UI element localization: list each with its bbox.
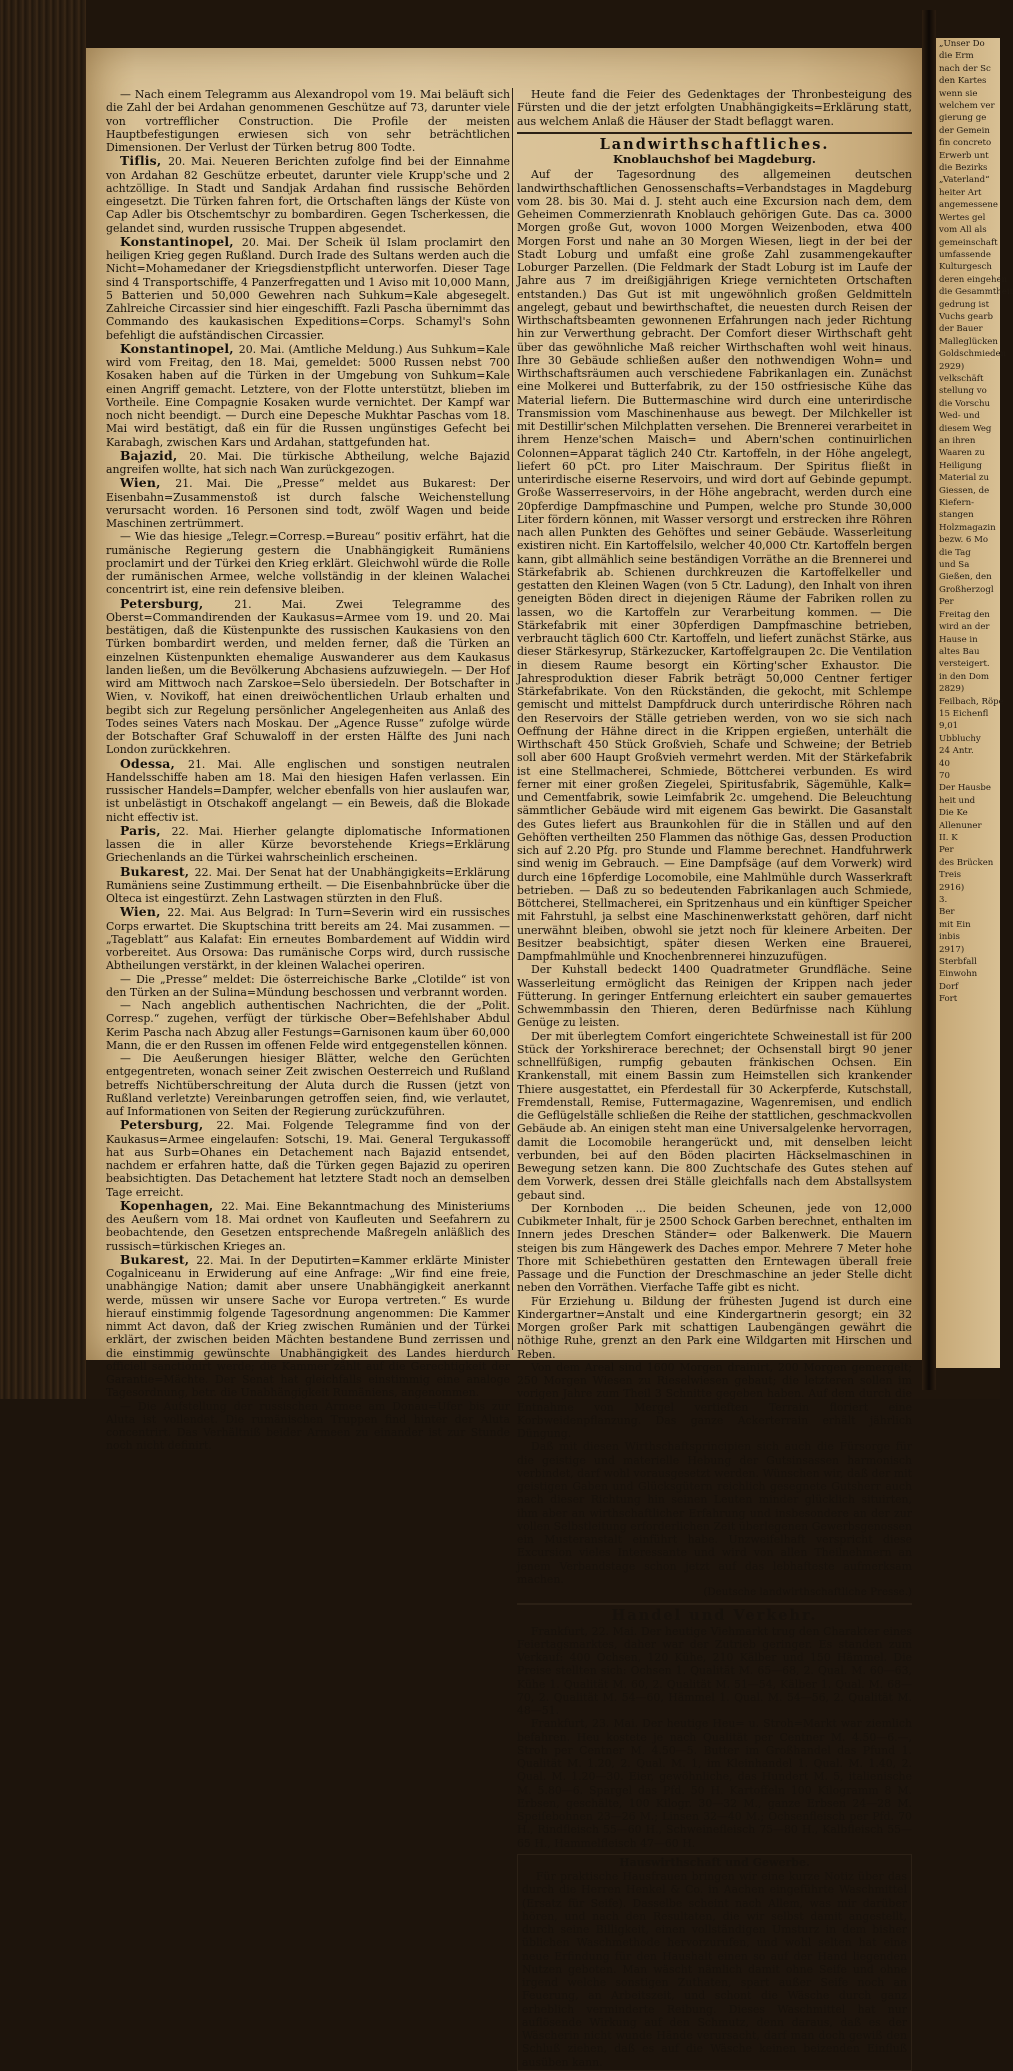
fragment-line: II. K (939, 833, 958, 843)
fragment-line: gedrung ist (939, 299, 990, 310)
fragment-line: 3. (939, 895, 948, 906)
news-item (106, 154, 510, 235)
fragment-line: den Kartes (939, 76, 987, 87)
fragment-line: der Gemein (939, 125, 990, 136)
fragment-line: wird an der (939, 622, 990, 633)
news-dateline: Bukarest, (120, 1251, 197, 1267)
paragraph: Für Erziehung u. Bildung der frühesten Jugend ist durch eine Kindergartner=Anstalt und eine Kindergartnerin gesorgt; ein 32 Morgen großer Park mit schattigen Laubengängen gewährt die nöthige Ruhe, grenzt an den Park eine Wildgarten mit Hirschen und Reben. (517, 1294, 912, 1361)
fragment-line: Wertes gel (939, 212, 986, 223)
news-item (106, 1253, 510, 1400)
fragment-line: Vuchs gearb (939, 311, 994, 322)
news-item (106, 530, 510, 596)
fragment-line: Holzmagazin (939, 522, 996, 533)
news-text: 22. Mai. Hierher gelangte diplomatische Informationen lassen die in aller Kürze bevorstehende Kriegs=Erklärung Griechenlands an die Türkei wahrscheinlich erscheinen. (106, 824, 510, 865)
fragment-line: 9,01 (939, 721, 959, 732)
section-source: (Deutsche landwirthschaftliche Presse.) (703, 1586, 912, 1598)
fragment-line: Sterbfall (939, 957, 977, 968)
fragment-line: velkschäft (939, 373, 984, 384)
fragment-line: 15 Eichenfl (939, 708, 989, 719)
fragment-line: Ber (939, 907, 955, 918)
news-text: 22. Mai. Der Senat hat der Unabhängigkeits=Erklärung Rumäniens seine Zustimmung ertheilt. — Die Eisenbahnbrücke über die Olteca ist eingestürzt. Zehn Lastwagen stürzten in den Fluß. (106, 865, 510, 905)
news-item (106, 999, 510, 1052)
fragment-line: 2829) (939, 684, 965, 695)
paragraph: Der Kuhstall bedeckt 1400 Quadratmeter Grundfläche. Seine Wasserleitung ermöglicht das Reinigen der Krippen nach jeder Fütterung. In geringer Entfernung erleichtert ein sauber gemauertes Schwemmbassin den Thieren, deren Bedürfnisse nach Kühlung Genüge zu leisten. (517, 963, 912, 1030)
news-item (106, 865, 510, 906)
left-column (106, 88, 511, 1453)
news-text: 22. Mai. Folgende Telegramme find von der Kaukasus=Armee eingelaufen: Sotschi, 19. Mai. General Tergukassoff hat aus Surb=Ohanes ein Detachement nach Bajazid entsendet, nachdem er erfahren hatte, daß die Türken gegen Bajazid zu operiren beabsichtigten. Das Detachement hat letztere Stadt noch an demselben Tage erreicht. (106, 1119, 511, 1199)
news-text: — Die Aufstellung der russischen Armee am Donau=Ufer bis zur Aluta ist vollendet. Die rumänischen Truppen find hinter der Aluta concentrirt. Das Verhältniß beider Armeen zu einander ist zur Stunde noch nicht definirt. (106, 1399, 510, 1453)
news-item (106, 235, 510, 342)
news-text: — Die „Presse“ meldet: Die österreichische Barke „Clotilde“ ist von den Türken an der Sulina=Mündung beschossen und verbrannt worden. (106, 972, 510, 999)
news-dateline: Petersburg, (120, 595, 235, 611)
news-item (106, 476, 510, 530)
news-text: 22. Mai. In der Deputirten=Kammer erklärte Minister Cogalniceanu in Erwiderung auf eine Anfrage: „Wir find eine freie, unabhängige Nation; damit aber unsere Unabhängigkeit anerkannt werde, müssen wir unsere Sache vor Europa vertreten.“ Es wurde hierauf einstimmig folgende Tagesordnung angenommen: Die Kammer nimmt Act davon, daß der Krieg zwischen Rumänien und der Türkei erklärt, der zwischen beiden Mächten bestandene Bund zerrissen und die einstimmig gewünschte Unabhängigkeit des Landes hierdurch officiell sanctionirt werde; die Kammer zählt auf die Gerechtigkeit der Garantie=Mächte. Der Senat hat gleichfalls einstimmig eine analoge Tagesordnung, betr. die Unabhängigkeit Rumäniens, angenommen. (106, 1253, 510, 1400)
paragraph: Daß mit diesen Wirthschaftsprincipien sich auch die Fürsorge für die geistige und materielle Hebung der Gutsinsassen harmonisch verbindet, darf wohl vorausgesetzt werden. Wünschen wir, daß der mit geistigen Gaben und Glücksgütern reichlich gesegnete Gutsherr auch nach dieser Richtung hin seinen Leuten minder glücklich situirten, ihm aber an wirthschaftlicher Erfahrung und insbesondere an der zur vollen Selbstleitung erforderlichen Zeit überlegenen Gewerbsgenossen ein Musteranstalt einführt habe. Unzweifelhaft verspricht diese Excursion vieles Interessante und wird von allen Theilnehmern an jenem Verbandstage schon jetzt auf das lebhafteste aufmerksam machen. (517, 1440, 912, 1586)
fragment-line: heit und (939, 795, 976, 806)
fragment-line: Malleglücken (939, 336, 998, 347)
fragment-line: Erwerb unt (939, 150, 989, 161)
news-item (106, 757, 510, 824)
news-dateline: Konstantinopel, (120, 233, 242, 249)
column-divider (512, 88, 513, 1350)
fragment-line: Gießen, den (939, 572, 992, 583)
hauswirthschaft-text: Für praktische Hausfrauen bringen wir eine kurze Notiz über das durch die Herren Henkel & Co. in Aachen eingeführte Waschmittel (Ersatz für Seife). Dasselbe scheint nach Allem, was mir darüber hören, und nach den Resultaten, die wir selbst damit angestellt, durch seine Billigkeit, einen vollständigen Umsturz in dem bisher üblichen Waschmethode hervorzurufen, und wohl selten hat eine neue Erfindung für den Haushalt einen so auf der Hand liegenden Nutzen geboten. Man wäscht nämlich damit ohne Seife und ohne irgend welche sonstigen Zuthaten, spart außer Seife noch an Feuerung, an Arbeitszeit, und schont die Wäsche durch ganz erheblich verminderte Reibung. Dieses Waschmittel hat nur auflösende Wirkung auf den Schmutz, denn daraus, daß es der Wäscherin nicht wunde Hände verursacht, darf man doch gewiß den Schluß ziehen, daß es auf die Wäsche keinen beizenden Einfluß ausüben kann. (522, 1870, 907, 2069)
fragment-line: welchem ver (939, 101, 995, 112)
news-dateline: Tiflis, (120, 153, 169, 169)
intro-paragraph: Heute fand die Feier des Gedenktages der Thronbesteigung des Fürsten und die der jetzt erfolgten Unabhängigkeits=Erklärung statt, aus welchem Anlaß die Häuser der Stadt beflaggt waren. (517, 88, 912, 128)
section-handel-body (517, 1625, 912, 1850)
fragment-line: die Erm (939, 51, 974, 62)
paragraph: Der Kornboden ... Die beiden Scheunen, jede von 12,000 Cubikmeter Inhalt, für je 2500 Schock Garben berechnet, enthalten im Innern jedes Dreschen Ständer= oder Balkenwerk. Die Mauern steigen bis zum Hängewerk des Daches empor. Mehrere 7 Meter hohe Thore mit Schiebethüren gestatten den Erntewagen überall freie Passage und die Function der Dreschmaschine an jeder Stelle dicht neben den Vorräthen. Vierfache Taffe gibt es nicht. (517, 1201, 912, 1295)
fragment-line: Dorf (939, 981, 959, 992)
paragraph: Auf der Tagesordnung des allgemeinen deutschen landwirthschaftlichen Genossenschafts=Verbandstages in Magdeburg vom 28. bis 30. Mai d. J. steht auch eine Excursion nach dem, dem Geheimen Commerzienrath Knoblauch gehörigen Gute. Das ca. 3000 Morgen große Gut, wovon 1000 Morgen Weizenboden, etwa 400 Morgen Forst und nahe an 30 Morgen Wiesen, liegt in der bei der Stadt Loburg und umfaßt eine große Zahl zusammengekaufter Loburger Parzellen. (Die Feldmark der Stadt Loburg ist im Laufe der Jahre aus 7 im dreißigjährigen Kriege vernichteten Ortschaften entstanden.) Das Gut ist mit ungewöhnlich großen Geldmitteln angelegt, gebaut und bewirthschaftet, die neuesten durch Reisen der Wirthschaftsbeamten gewonnenen Erfahrungen nach jeder Richtung hin zur Verwerthung gebracht. Der Comfort dieser Wirthschaft geht über das gewöhnliche Maß reicher Wirthschaften wohl weit hinaus. Ihre 30 Gebäude schließen außer den nothwendigen Wohn= und Wirthschaftsräumen auch verschiedene Fabrikanlagen ein. Zunächst eine Molkerei und Butterfabrik, zu der 150 ostfriesische Kühe das Material liefern. Die Buttermaschine wird durch eine unterirdische Transmission vom Maschinenhause aus bewegt. Der Milchkeller ist mit Destillir'schen Milchplatten versehen. Die Brennerei verarbeitet in ihrem Henze'schen Maisch= und Abern'schen continuirlichen Colonnen=Apparat täglich 240 Ctr. Kartoffeln, in der Höhe angelegt, liefert 60 pCt. pro Liter Maischraum. Der Spiritus fließt in unterirdische eiserne Reservoirs, und wird dort auf Gebinde gepumpt. Große Wasserreservoirs, in der Höhe angebracht, werden durch eine 20pferdige Dampfmaschine und Pumpen, welche pro Stunde 30,000 Liter fördern können, mit Wasser versorgt und erstrecken ihre Röhren nach allen Punkten des Gehöftes und seiner Gebäude. Wasserleitung existiren nicht. Ein Kartoffelsilo, welcher 40,000 Ctr. Kartoffeln bergen kann, gibt allmählich seine beständigen Vorräthe an die Brennerei und Stärkefabrik ab. Schienen durchkreuzen die Kartoffelkeller und gestatten den Kleinen Wagen (von 5 Ctr. Ladung), den Inhalt von ihren geneigten Böden direct in diejenigen Räume der Fabriken rollen zu lassen, wo die Kartoffeln zur Verarbeitung kommen. — Die Stärkefabrik mit einer 30pferdigen Dampfmaschine betrieben, verbraucht täglich 600 Ctr. Kartoffeln, und liefert zunächst Stärke, aus dieser Stärkesyrup, Stärkezucker, Kartoffelgraupen 2c. Die Ventilation in diesem Raume besorgt ein Körting'scher Exhaustor. Die Jahresproduktion dieser Fabrik beträgt 50,000 Centner fertiger Stärkefabrikate. Von den Rückständen, die gekocht, mit Schlempe gemischt und mittelst Dampfdruck durch unterirdische Röhren nach den Reservoirs der Ställe getrieben werden, von wo sie sich nach Oeffnung der Hähne direct in die Krippen ergießen, unterhält die Wirthschaft 450 Stück Großvieh, Schafe und Schweine; der Betrieb soll aber 600 Haupt Großvieh vermehrt werden. Mit der Stärkefabrik ist eine Stellmacherei, Schmiede, Böttcherei verbunden. Es wird ferner mit einer großen Ziegelei, Spiritusfabrik, Sägemühle, Kalk= und Cementfabrik, sowie Leimfabrik 2c. umgehend. Die Beleuchtung sämmtlicher Gebäude wird mit eigenem Gas bewirkt. Die Gasanstalt des Gutes liefert aus Braunkohlen für die in Ställen und auf den Gehöften vertheilten 250 Flammen das nöthige Gas, dessen Production sich auf 2.20 Pfg. pro Stunde und Flamme berechnet. Handfuhrwerk sind wenig im Gebrauch. — Eine Dampfsäge (auf dem Vorwerk) wird durch eine 16pferdige Locomobile, eine Mahlmühle durch Wasserkraft betrieben. — Daß zu so bedeutenden Fabrikanlagen auch Schmiede, Böttcherei, Stellmacherei, ein Spritzenhaus und ein künftiger Speicher mit Fahrstuhl, ja selbst eine Maschinenwerkstatt gehören, darf nicht unerwähnt bleiben, obwohl sie jetzt noch für kleinere Arbeiten. Der Besitzer beabsichtigt, später diesen Werken eine Brauerei, Dampfmahlmühle und Knochenbrennerei hinzuzufügen. (517, 168, 912, 963)
fragment-line: 70 (939, 770, 950, 781)
fragment-line: versteigert. (939, 659, 990, 670)
news-item (106, 597, 510, 757)
news-dateline: Wien, (120, 904, 168, 920)
book-gutter (922, 10, 936, 1390)
section-title-hauswirthschaft: Hauswirthschaft und Gewerbe. (619, 1855, 810, 1869)
fragment-line: Freitag den (939, 609, 990, 620)
news-text: 20. Mai. (Amtliche Meldung.) Aus Suhkum=Kale wird vom Freitag, den 18. Mai, gemeldet: 5000 Russen nebst 700 Kosaken haben auf die Türken in der Umgebung von Suhkum=Kale einen Angriff gemacht. Letztere, von der Flotte unterstützt, blieben im Vortheile. Eine Compagnie Kosaken wurde vernichtet. Der Kampf war noch nicht beendigt. — Durch eine Depesche Mukhtar Paschas vom 18. Mai wird bestätigt, daß ein für die Russen ungünstiges Gefecht bei Karabagh, zwischen Kars und Ardahan, stattgefunden hat. (106, 342, 510, 449)
fragment-line: mit Ein (939, 919, 971, 930)
fragment-line: „Unser Do (939, 39, 985, 49)
news-dateline: Konstantinopel, (120, 340, 239, 356)
fragment-line: 2916) (939, 882, 965, 893)
paragraph: Der mit überlegtem Comfort eingerichtete Schweinestall ist für 200 Stück der Yorkshirerace berechnet; der Ochsenstall birgt 90 jener schnellfüßigen, rumpfig gebauten fränkischen Ochsen. Ein Krankenstall, mit einem Bassin zum Heimstellen sich krankender Thiere ausgestattet, ein Pferdestall für 30 Ackerpferde, Kutschstall, Fremdenstall, Remise, Futtermagazine, Wagenremisen, und endlich die Geflügelställe schließen die Reihe der stattlichen, geschmackvollen Gebäude ab. An einigen steht man eine Universalgelenke hervorragen, damit die Locomobile herangerückt und, mit denselben leicht verbunden, bei auf den Böden placirten Häckselmaschinen in Bewegung setzen kann. Die 800 Zuchtschafe des Gutes stehen auf dem Vorwerk, dessen drei Ställe gleichfalls nach dem Abstallsystem gebaut sind. (517, 1029, 912, 1202)
fragment-line: und Sa (939, 560, 970, 571)
fragment-line: Heiligung (939, 460, 982, 471)
fragment-line: inbis (939, 932, 960, 943)
fragment-line: an ihren (939, 436, 976, 446)
fragment-line: Feilbach, Röpe (939, 696, 1004, 707)
fragment-line: Kiefern- (939, 498, 975, 509)
news-text: — Nach angeblich authentischen Nachrichten, die der „Polit. Corresp.“ zugehen, verfügt der türkische Ober=Befehlshaber Abdul Kerim Pascha nach Abzug aller Festungs=Garnisonen kaum über 60,000 Mann, die er den Russen im offenen Felde wird entgegenstellen können. (106, 999, 510, 1052)
news-item (106, 449, 510, 477)
news-text: 21. Mai. Die „Presse“ meldet aus Bukarest: Der Eisenbahn=Zusammenstoß ist durch falsche Weichenstellung verursacht worden. 16 Personen sind todt, zwölf Wagen und beide Maschinen zertrümmert. (106, 477, 510, 530)
fragment-line: Fort (939, 994, 958, 1005)
news-text: 22. Mai. Eine Bekanntmachung des Ministeriums des Aeußern vom 18. Mai ordnet von Kaufleuten und Seefahrern zu beobachtende, den Gesetzen entsprechende Maßregeln anläßlich des russisch=türkischen Krieges an. (106, 1199, 511, 1253)
paragraph: Frankfurt, 23. Mai. Der heutige Heu= u. Stroh=Markt war ziemlich befahren. Heu kostete je nach Qualität per Centner M. 4.50—6.—, Stroh per Centner M. 4.50—5. Butter im Großhandel das Pfund 1. Qualität M. 1.20, 2. Qual. M. 1, im Kleinhandel 1. Qual. M. 1.40, 2. Qual. M. 1.20—30. Eier, gewöhnliche, das Hundert M. 5, italienische M. 5.80—6. Spargel das Pfd. 50 H. Kartoffeln 100 Kilogramm 8 M. Erbsen, geschälte, 100 Kilogr. 30—32 M., ganze Erbsen 24—28 M. Speiſebohnen 23—26 M.; Linsen 32—40 M.; Ochsenfleisch per Pfd. 70 H., Rindfleisch 55—60 H., Schweinefleisch 75—80 H., Kalbfleisch 55—65 H., Hammelfleisch 47—60 H. (517, 1717, 912, 1850)
fragment-line: wenn sie (939, 88, 978, 99)
fragment-line: Goldschmieden (939, 349, 1007, 360)
fragment-line: Die Ke (939, 808, 968, 819)
news-dateline: Bajazid, (120, 447, 190, 463)
news-text: 20. Mai. Der Scheik ül Islam proclamirt den heiligen Krieg gegen Rußland. Durch Irade des Sultans werden auch die Nicht=Mohamedaner der Kriegsdienstpflicht unterworfen. Dieser Tage sind 4 Transportschiffe, 4 Panzerfregatten und 1 Aviso mit 10,000 Mann, 5 Batterien und 50,000 Gewehren nach Suhkum=Kale abgesegelt. Zahlreiche Circassier sind hier eingeschifft. Fazli Pascha übernimmt das Commando des kaukasischen Expeditions=Corps. Schamyl's Sohn befehligt die aufständischen Circassier. (106, 235, 510, 342)
fragment-line: fin concreto (939, 138, 992, 149)
fragment-line: Per (939, 845, 954, 856)
paragraph: Von dem Areal sind 1600 Morgen drainirt, 200 Morgen gemergelt; 250 Morgen Wiesen zu Rieselwiesen gebaut; die letzteren sollen im vorigen Jahre zum Theil 3 Schnitte gegeben haben. Auf dem durch die Entnahme von Mergel vertieften Terrain floriert eine Korbweidenpflanzung. Das ganze Ackerterrain erhält jährlich Düngung. (517, 1360, 912, 1440)
fragment-line: der Bauer (939, 324, 983, 335)
fragment-line: bezw. 6 Mo (939, 535, 989, 546)
fragment-line: stangen (939, 510, 974, 521)
fragment-line: 2917) (939, 944, 965, 955)
fragment-line: Der Hausbe (939, 783, 991, 794)
fragment-line: in den Dom (939, 671, 990, 682)
news-text: — Die Aeußerungen hiesiger Blätter, welche den Gerüchten entgegentreten, wonach seiner Zeit zwischen Oesterreich und Rußland betreffs Nichtüberschreitung der Aluta durch die Russen (jetzt von Rußland verletzte) Vereinbarungen getroffen seien, find, wie verlautet, auf Informationen von Seiten der Regierung zurückzuführen. (106, 1052, 510, 1118)
fragment-line: Großherzogl (939, 584, 994, 595)
fragment-line: 2929) (939, 361, 965, 372)
fragment-line: vom All als (939, 225, 987, 236)
news-dateline: Paris, (120, 822, 172, 838)
fragment-line: Giessen, de (939, 485, 990, 496)
news-text: 21. Mai. Alle englischen und sonstigen neutralen Handelsschiffe haben am 18. Mai den hiesigen Hafen verlassen. Ein russischer Handels=Dampfer, welcher ebenfalls von hier auslaufen war, ist unbelästigt in Otschakoff angelangt — ein Beweis, daß die Blokade nicht effectiv ist. (106, 757, 510, 824)
paragraph: Frankfurt, 22. Mai. Der heutige Viehmarkt trug den Charakter eines Feiertagsmarktes, daher war der Zutrieb geringer. Es standen zum Verkauf: 400 Ochsen, 120 Kühe, 210 Kälber und 150 Hämmel. Die Preise stellten sich: Ochsen 1. Qualität M. 65—68, 2. Qual. M. 60—63, Kühe 1. Qualität M. 60, 2. Qualität M. 51—54, Kälber 1. Qual. M. 68—70, 2. Qualität M. 54—60, Hämmel 1. Qual. M. 54—56, 2. Qualität M. 48—51. (517, 1624, 912, 1717)
news-item (106, 1118, 510, 1199)
fragment-line: deren eingehen (939, 274, 1008, 285)
fragment-line: altes Bau (939, 646, 980, 657)
newspaper-page (86, 48, 922, 2069)
news-text: — Wie das hiesige „Telegr.=Corresp.=Bureau“ positiv erfährt, hat die rumänische Regierung gestern die Unabhängigkeit Rumäniens proclamirt und der Türkei den Krieg erklärt. Gleichwohl würde die Rolle der rumänischen Armee, welche vollständig in der kleinen Walachei concentrirt ist, eine rein defensive bleiben. (106, 530, 510, 597)
news-item (106, 905, 510, 972)
news-item (106, 1052, 510, 1118)
fragment-line: die Gesammtheit (939, 287, 1013, 298)
fragment-line: 40 (939, 758, 950, 769)
next-page-fragment (936, 38, 1013, 1368)
section-subtitle-knoblauchshof: Knoblauchshof bei Magdeburg. (613, 152, 816, 166)
fragment-line: die Bezirks (939, 163, 988, 174)
news-dateline: Wien, (120, 475, 176, 491)
news-dateline: Petersburg, (120, 1117, 217, 1133)
fragment-line: gierung ge (939, 113, 987, 124)
news-item (106, 342, 510, 449)
news-text: 20. Mai. Die türkische Abtheilung, welche Bajazid angreifen wollte, hat sich nach Wan zurückgezogen. (106, 449, 510, 476)
news-item (106, 88, 510, 154)
right-column (517, 88, 912, 2069)
fragment-line: 24 Antr. (939, 746, 974, 757)
fragment-line: diesem Weg (939, 423, 992, 434)
fragment-line: die Vorschu (939, 398, 991, 409)
fragment-line: Wed- und (939, 411, 980, 422)
fragment-line: Per (939, 597, 954, 608)
rule (517, 1603, 912, 1605)
news-text: 22. Mai. Aus Belgrad: In Turn=Severin wird ein russisches Corps erwartet. Die Skuptschina tritt bereits am 24. Mai zusammen. — „Tageblatt“ aus Kalafat: Ein erneutes Bombardement auf Widdin wird vorbereitet. Aus Orsowa: Das rumänische Corps wird, durch russische Abtheilungen verstärkt, in der kleinen Walachei operiren. (106, 906, 510, 973)
rule (517, 132, 912, 134)
news-text: — Nach einem Telegramm aus Alexandropol vom 19. Mai beläuft sich die Zahl der bei Ardahan genommenen Geschütze auf 73, darunter viele von vortrefflicher Construction. Die Profile der meisten Hauptbefestigungen erwiesen sich von sehr beträchtlichen Dimensionen. Der Verlust der Türken betrug 800 Todte. (106, 88, 510, 154)
news-item (106, 824, 510, 865)
left-page-edges (0, 0, 86, 1399)
news-text: 20. Mai. Neueren Berichten zufolge find bei der Einnahme von Ardahan 82 Geschütze erbeutet, darunter viele Krupp'sche und 2 achtzöllige. In Stadt und Sandjak Ardahan find russische Behörden eingesetzt. Die Türken fahren fort, die Ortschaften längs der Küste von Cap Adler bis Otschemtschyr zu bombardiren. Gegen Tscherkessen, die gelandet sind, wurden russische Truppen abgesendet. (106, 155, 511, 235)
fragment-line: Hause in (939, 634, 978, 645)
fragment-line: Einwohn (939, 969, 978, 980)
fragment-line: Material zu (939, 473, 989, 484)
fragment-line: heiter Art (939, 187, 982, 198)
news-text: 21. Mai. Zwei Telegramme des Oberst=Commandirenden der Kaukasus=Armee vom 19. und 20. Mai bestätigen, daß die Küstenpunkte des russischen Kaukasiens von den Türken bombardirt werden, und melden ferner, daß die Türken an einzelnen Küstenpunkten ehemalige Auswanderer aus dem Kaukasus landen ließen, um die Bevölkerung Abchasiens aufzuwiegeln. — Der Hof wird am Mittwoch nach Zarskoe=Selo übersiedeln. Der Botschafter in Wien, v. Novikoff, hat einen dreiwöchentlichen Urlaub erhalten und begibt sich zur Regelung persönlicher Angelegenheiten aus Anlaß des Todes seines Vaters nach Moskau. Der „Agence Russe“ zufolge würde der Botschafter Graf Schuwaloff in der ersten Hälfte des Juni nach London zurückkehren. (106, 597, 511, 757)
section-landwirthschaft-body (517, 168, 912, 1586)
fragment-line: Waaren zu (939, 448, 985, 459)
fragment-line: umfassende (939, 249, 992, 260)
fragment-line: Allenuner (939, 820, 982, 831)
news-dateline: Odessa, (120, 755, 189, 771)
news-item (106, 973, 510, 1000)
news-dateline: Bukarest, (120, 863, 195, 879)
news-item (106, 1199, 510, 1253)
news-dateline: Kopenhagen, (120, 1197, 222, 1213)
fragment-line: nach der Sc (939, 63, 991, 74)
hauswirthschaft-box (517, 1854, 912, 2071)
fragment-line: Ubbluchy (939, 733, 981, 744)
fragment-line: stellung vo (939, 386, 987, 397)
section-title-handel: Handel und Verkehr. (611, 1607, 818, 1625)
section-title-landwirthschaft: Landwirthschaftliches. (599, 135, 830, 153)
fragment-line: gemeinschaft (939, 237, 998, 248)
fragment-line: die Tag (939, 547, 971, 558)
fragment-line: des Brücken (939, 857, 994, 868)
fragment-line: Kulturgesch (939, 262, 992, 273)
fragment-line: angemessene (939, 200, 999, 211)
fragment-line: „Vaterland“ (939, 175, 990, 186)
fragment-line: Treis (939, 870, 962, 881)
news-item (106, 1400, 510, 1453)
